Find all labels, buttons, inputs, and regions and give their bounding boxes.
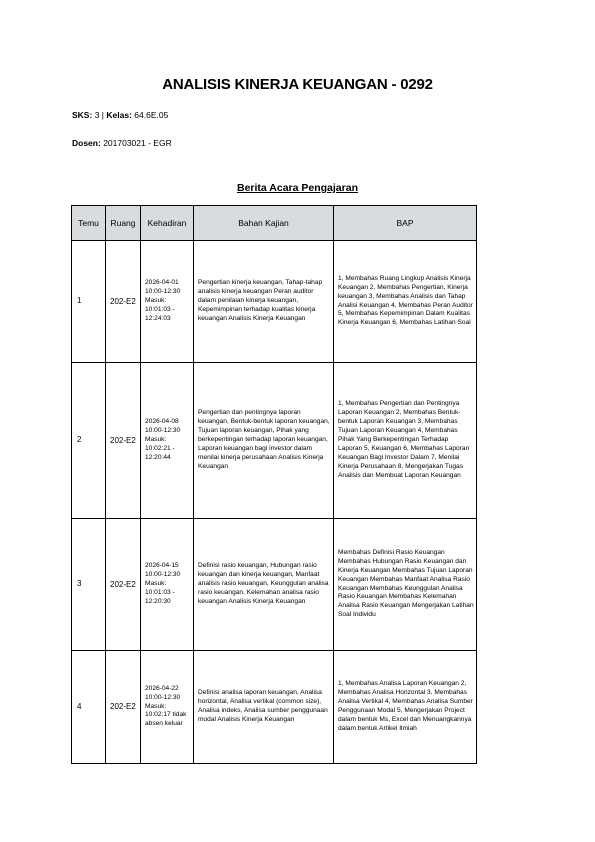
temu-cell: 1 [72,241,106,363]
header-bahan-kajian: Bahan Kajian [194,206,334,241]
dosen-value: 201703021 - EGR [103,138,172,148]
table-row [72,363,477,519]
bap-cell: 1, Membahas Analisa Laporan Keuangan 2, Membahas Analisa Horizontal 3, Membahas Analisa Vertikal 4, Membahas Analisa Sumber Penggunaan Modal 5, Mengerjakan Project dalam bentuk Ms, Excel dan Menuangkannya dalam bentuk Artikel Ilmiah [334,651,477,764]
bap-cell: 1, Membahas Pengertian dan Pentingnya Laporan Keuangan 2, Membahas Bentuk-bentuk Laporan Keuangan 3, Membahas Tujuan Laporan Keuangan 4, Membahas Pihak Yang Berkepentingan Terhadap Laporan 5, Keuangan 6, Membahas Laporan Keuangan Bagi Investor Dalam 7, Menilai Kinerja Perusahaan 8, Mengerjakan Tugas Analisis dan Membuat Laporan Keuangan [334,363,477,519]
bahan-kajian-cell: Definisi analisa laporan keuangan, Analisa horizontal, Analisa vertikal (common size), Analisa indeks, Analisa sumber penggunaan modal Analisis Kinerja Keuangan [194,651,334,764]
header-kehadiran: Kehadiran [141,206,194,241]
ruang-cell: 202-E2 [106,519,141,651]
header-temu: Temu [72,206,106,241]
table-row [72,241,477,363]
meta-separator: | [101,110,105,120]
kehadiran-cell: 2026-04-22 10:00-12:30 Masuk: 10:02:17 tidak absen keluar [141,651,194,764]
ruang-cell: 202-E2 [106,363,141,519]
header-ruang: Ruang [106,206,141,241]
teaching-report-table [71,205,477,764]
page-title: ANALISIS KINERJA KEUANGAN - 0292 [162,76,433,93]
kelas-value: 64.6E.05 [134,110,169,120]
kehadiran-cell: 2026-04-15 10:00-12:30 Masuk: 10:01:03 - 12:20:30 [141,519,194,651]
bap-cell: Membahas Definisi Rasio Keuangan Membahas Hubungan Rasio Keuangan dan Kinerja Keuangan Membahas Tujuan Laporan Keuangan Membahas Manfaat Analisa Rasio Keuangan Membahas Keunggulan Analisa Rasio Keuangan Membahas Kelemahan Analisa Rasio Keuangan Mengerjakan Latihan Soal Individu [334,519,477,651]
table-row [72,651,477,764]
kehadiran-cell: 2026-04-08 10:00-12:30 Masuk: 10:02:21 - 12:20:44 [141,363,194,519]
kehadiran-cell: 2026-04-01 10:00-12:30 Masuk: 10:01:03 - 12:24:03 [141,241,194,363]
temu-cell: 3 [72,519,106,651]
temu-cell: 4 [72,651,106,764]
bap-cell: 1, Membahas Ruang Lingkup Analisis Kinerja Keuangan 2, Membahas Pengertian, Kinerja keuangan 3, Membahas Analisis dan Tahap Analisi Keuangan 4, Membahas Peran Auditor 5, Membahas Kepemimpinan Dalam Kualitas Kinerja Keuangan 6, Membahas Latihan Soal [334,241,477,363]
sks-label: SKS: [72,110,93,120]
bahan-kajian-cell: Pengertian kinerja keuangan, Tahap-tahap analisis kinerja keuangan Peran auditor dalam penilaian kinerja keuangan, Kepemimpinan terhadap kualitas kinerja keuangan Analisis Kinerja Keuangan [194,241,334,363]
kelas-label: Kelas: [106,110,132,120]
sks-value: 3 [94,110,100,120]
ruang-cell: 202-E2 [106,651,141,764]
header-bap: BAP [334,206,477,241]
bahan-kajian-cell: Pengertian dan pentingnya laporan keuangan, Bentuk-bentuk laporan keuangan, Tujuan laporan keuangan, Pihak yang berkepentingan terhadap laporan keuangan, Laporan keuangan bagi investor dalam menilai kinerja perusahaan Analisis Kinerja Keuangan [194,363,334,519]
dosen-label: Dosen: [72,138,101,148]
lecturer-info [72,138,172,148]
table-header-row [72,206,477,241]
ruang-cell: 202-E2 [106,241,141,363]
table-row [72,519,477,651]
section-title: Berita Acara Pengajaran [236,182,358,194]
bahan-kajian-cell: Definisi rasio keuangan, Hubungan rasio keuangan dan kinerja keuangan, Manfaat analisis rasio keuangan, Keunggulan analisa rasio keuangan, Kelemahan analisa rasio keuangan Analisis Kinerja Keuangan [194,519,334,651]
course-info [72,110,168,120]
temu-cell: 2 [72,363,106,519]
